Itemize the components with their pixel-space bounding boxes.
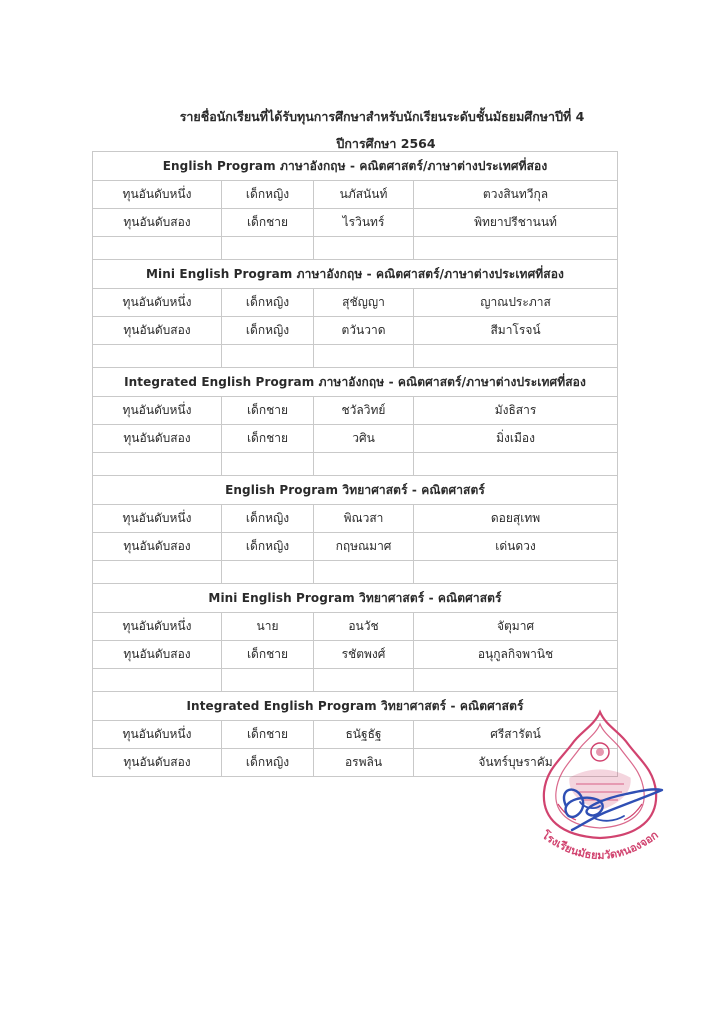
first-name-cell: สุชัญญา <box>314 289 414 317</box>
first-name-cell: พิณวสา <box>314 505 414 533</box>
last-name-cell: สีมาโรจน์ <box>414 317 618 345</box>
table-row <box>93 317 618 345</box>
empty-cell <box>414 345 618 368</box>
empty-cell <box>414 669 618 692</box>
program-heading: Integrated English Program วิทยาศาสตร์ - คณิตศาสตร์ <box>93 692 618 721</box>
first-name-cell: ชวัลวิทย์ <box>314 397 414 425</box>
last-name-cell: พิทยาปรีชานนท์ <box>414 209 618 237</box>
last-name-cell: มังธิสาร <box>414 397 618 425</box>
award-cell: ทุนอันดับหนึ่ง <box>93 721 222 749</box>
award-cell: ทุนอันดับสอง <box>93 317 222 345</box>
table-row <box>93 533 618 561</box>
first-name-cell: รชัตพงศ์ <box>314 641 414 669</box>
prefix-cell: เด็กหญิง <box>222 289 314 317</box>
last-name-cell: ตวงสินทวีกุล <box>414 181 618 209</box>
prefix-cell: นาย <box>222 613 314 641</box>
section-header-row <box>93 260 618 289</box>
page-title: รายชื่อนักเรียนที่ได้รับทุนการศึกษาสำหรับนักเรียนระดับชั้นมัธยมศึกษาปีที่ 4 <box>179 109 585 124</box>
table-row <box>93 641 618 669</box>
award-cell: ทุนอันดับสอง <box>93 749 222 777</box>
prefix-cell: เด็กหญิง <box>222 533 314 561</box>
prefix-cell: เด็กชาย <box>222 397 314 425</box>
first-name-cell: อนวัช <box>314 613 414 641</box>
program-heading: Mini English Program ภาษาอังกฤษ - คณิตศาสตร์/ภาษาต่างประเทศที่สอง <box>93 260 618 289</box>
section-header-row <box>93 152 618 181</box>
empty-cell <box>93 237 222 260</box>
award-cell: ทุนอันดับหนึ่ง <box>93 505 222 533</box>
empty-cell <box>93 669 222 692</box>
table-row <box>93 505 618 533</box>
award-cell: ทุนอันดับสอง <box>93 425 222 453</box>
school-seal-stamp <box>536 708 664 878</box>
last-name-cell: มิ่งเมือง <box>414 425 618 453</box>
prefix-cell: เด็กหญิง <box>222 317 314 345</box>
last-name-cell: จัตุมาศ <box>414 613 618 641</box>
first-name-cell: อรพลิน <box>314 749 414 777</box>
empty-row <box>93 561 618 584</box>
prefix-cell: เด็กชาย <box>222 721 314 749</box>
prefix-cell: เด็กชาย <box>222 209 314 237</box>
empty-cell <box>222 669 314 692</box>
section-header-row <box>93 584 618 613</box>
award-cell: ทุนอันดับหนึ่ง <box>93 613 222 641</box>
award-cell: ทุนอันดับหนึ่ง <box>93 181 222 209</box>
empty-row <box>93 237 618 260</box>
award-cell: ทุนอันดับหนึ่ง <box>93 397 222 425</box>
first-name-cell: ธนัฐธัฐ <box>314 721 414 749</box>
table-row <box>93 289 618 317</box>
scholarship-table <box>92 151 618 777</box>
award-cell: ทุนอันดับสอง <box>93 533 222 561</box>
empty-row <box>93 345 618 368</box>
table-row <box>93 209 618 237</box>
last-name-cell: เด่นดวง <box>414 533 618 561</box>
table-row <box>93 613 618 641</box>
prefix-cell: เด็กหญิง <box>222 181 314 209</box>
first-name-cell: นภัสนันท์ <box>314 181 414 209</box>
section-header-row <box>93 476 618 505</box>
last-name-cell: อนุกูลกิจพานิช <box>414 641 618 669</box>
first-name-cell: ตวันวาด <box>314 317 414 345</box>
table-row <box>93 397 618 425</box>
empty-cell <box>93 345 222 368</box>
empty-cell <box>414 561 618 584</box>
award-cell: ทุนอันดับหนึ่ง <box>93 289 222 317</box>
last-name-cell: จันทร์บุษราคัม <box>414 749 618 777</box>
empty-cell <box>222 453 314 476</box>
prefix-cell: เด็กชาย <box>222 641 314 669</box>
empty-cell <box>222 561 314 584</box>
last-name-cell: ญาณประภาส <box>414 289 618 317</box>
seal-text: โรงเรียนมัธยมวัดหนองจอก <box>539 828 661 863</box>
program-heading: English Program ภาษาอังกฤษ - คณิตศาสตร์/ภาษาต่างประเทศที่สอง <box>93 152 618 181</box>
first-name-cell: วศิน <box>314 425 414 453</box>
award-cell: ทุนอันดับสอง <box>93 209 222 237</box>
empty-cell <box>314 669 414 692</box>
program-heading: English Program วิทยาศาสตร์ - คณิตศาสตร์ <box>93 476 618 505</box>
last-name-cell: ดอยสุเทพ <box>414 505 618 533</box>
table-row <box>93 425 618 453</box>
table-row <box>93 181 618 209</box>
academic-year: ปีการศึกษา 2564 <box>336 136 436 151</box>
last-name-cell: ศรีสารัตน์ <box>414 721 618 749</box>
section-header-row <box>93 368 618 397</box>
empty-cell <box>222 345 314 368</box>
prefix-cell: เด็กหญิง <box>222 505 314 533</box>
empty-row <box>93 669 618 692</box>
prefix-cell: เด็กหญิง <box>222 749 314 777</box>
empty-cell <box>314 237 414 260</box>
program-heading: Mini English Program วิทยาศาสตร์ - คณิตศาสตร์ <box>93 584 618 613</box>
empty-row <box>93 453 618 476</box>
program-heading: Integrated English Program ภาษาอังกฤษ - คณิตศาสตร์/ภาษาต่างประเทศที่สอง <box>93 368 618 397</box>
empty-cell <box>314 345 414 368</box>
empty-cell <box>93 453 222 476</box>
first-name-cell: ไรวินทร์ <box>314 209 414 237</box>
empty-cell <box>314 561 414 584</box>
first-name-cell: กฤษณมาศ <box>314 533 414 561</box>
empty-cell <box>93 561 222 584</box>
empty-cell <box>222 237 314 260</box>
empty-cell <box>414 453 618 476</box>
empty-cell <box>314 453 414 476</box>
award-cell: ทุนอันดับสอง <box>93 641 222 669</box>
prefix-cell: เด็กชาย <box>222 425 314 453</box>
empty-cell <box>414 237 618 260</box>
